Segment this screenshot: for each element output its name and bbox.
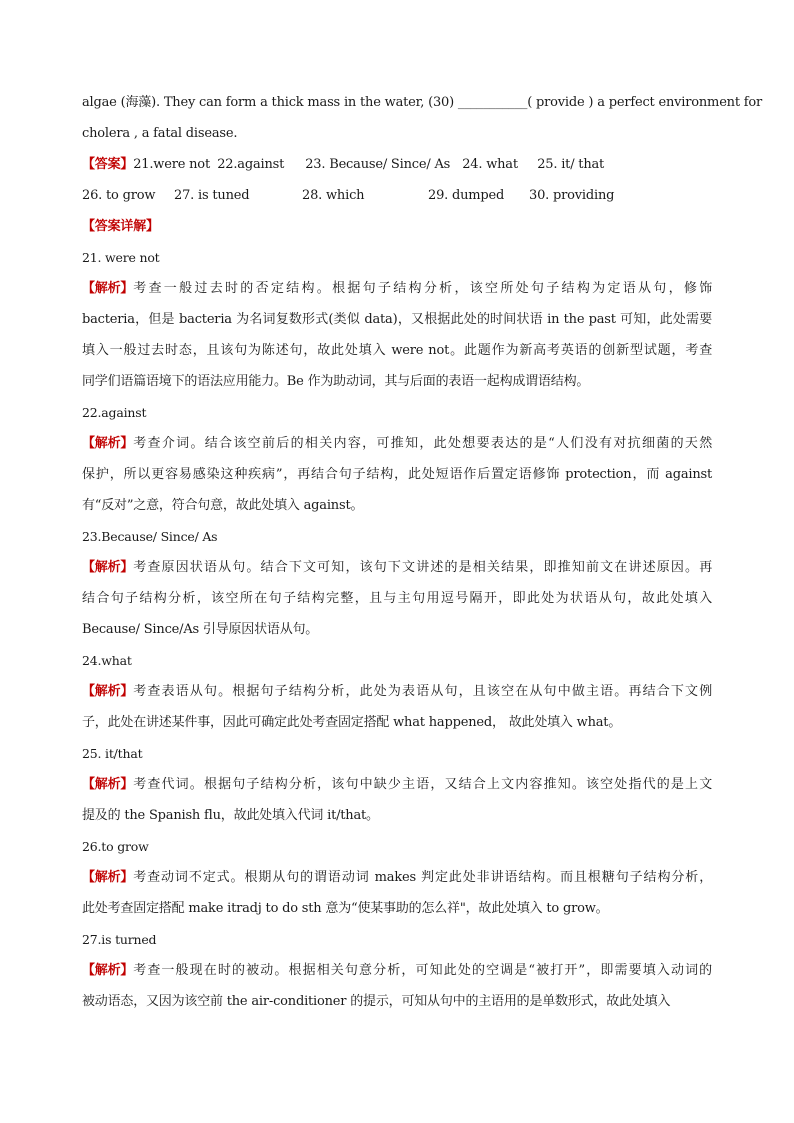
explanation-line	[82, 335, 712, 366]
explanation-text: 考查介词。结合该空前后的相关内容，可推知，此处想要表达的是“人们没有对抗细菌的天然	[133, 436, 712, 451]
explanation-label: 【解析】	[82, 963, 134, 978]
explanation-line	[82, 893, 712, 924]
question-heading: 23.Because/ Since/ As	[82, 529, 218, 544]
explanation-text: 有“反对”之意，符合句意，故此处填入 against。	[82, 498, 364, 513]
explanation-text: 考查动词不定式。根期从句的谓语动词 makes 判定此处非讲语结构。而且根糖句子结构分析，	[133, 870, 712, 885]
document-page	[82, 87, 763, 1017]
explanation-text: 此处考查固定搭配 make itradj to do sth 意为“使某事助的怎么祥"，故此处填入 to grow。	[82, 901, 609, 916]
question-heading: 26.to grow	[82, 839, 149, 854]
explanation-text: 同学们语篇语境下的语法应用能力。Be 作为助动词，其与后面的表语一起构成谓语结构。	[82, 374, 590, 389]
explanation-text: 提及的 the Spanish flu，故此处填入代词 it/that。	[82, 808, 379, 823]
explanation-line	[82, 862, 712, 893]
explanation-text: 结合句子结构分析，该空所在句子结构完整，且与主句用逗号隔开，即此处为状语从句，故此处填入	[82, 591, 712, 606]
answer-row-2	[82, 180, 712, 211]
explanation-label: 【解析】	[82, 684, 134, 699]
explanation-text: bacteria，但是 bacteria 为名词复数形式(类似 data)，又根据此处的时间状语 in the past 可知，此处需要	[82, 312, 712, 327]
question-heading: 21. were not	[82, 250, 160, 265]
explanation-line	[82, 490, 712, 521]
passage-text: cholera , a fatal disease.	[82, 126, 238, 141]
explanation-text: 考查一般过去时的否定结构。根据句子结构分析，该空所处句子结构为定语从句，修饰	[133, 281, 712, 296]
question-heading: 24.what	[82, 653, 132, 668]
explanation-text: 保护，所以更容易感染这种疾病”，再结合句子结构，此处短语作后置定语修饰 protection，而 against	[82, 467, 712, 482]
answer-item: 22.against	[217, 157, 285, 172]
explanation-text: 考查一般现在时的被动。根据相关句意分析，可知此处的空调是“被打开”，即需要填入动词的	[133, 963, 712, 978]
explanation-label: 【解析】	[82, 777, 134, 792]
explanation-text: 子，此处在讲述某件事，因此可确定此处考查固定搭配 what happened， 故此处填入 what。	[82, 715, 622, 730]
answer-item: 26. to grow	[82, 188, 156, 203]
question-heading: 22.against	[82, 405, 147, 420]
answer-item: 29. dumped	[428, 188, 505, 203]
answer-item: 27. is tuned	[174, 188, 250, 203]
explanation-line	[82, 583, 712, 614]
explanation-text: 考查原因状语从句。结合下文可知，该句下文讲述的是相关结果，即推知前文在讲述原因。再	[133, 560, 712, 575]
answer-item: 30. providing	[529, 188, 615, 203]
explanation-line	[82, 986, 712, 1017]
answer-item: 23. Because/ Since/ As	[305, 157, 451, 172]
explanation-line	[82, 428, 712, 459]
explanation-list	[82, 242, 712, 1017]
explanation-line	[82, 459, 712, 490]
explanation-label: 【解析】	[82, 560, 134, 575]
explanation-text: 被动语态，又因为该空前 the air-conditioner 的提示，可知从句中的主语用的是单数形式，故此处填入	[82, 994, 671, 1009]
details-label: 【答案详解】	[82, 219, 159, 234]
explanation-label: 【解析】	[82, 436, 134, 451]
explanation-line	[82, 955, 712, 986]
passage-line	[82, 87, 763, 118]
answer-label: 【答案】	[82, 157, 134, 172]
question-heading: 27.is turned	[82, 932, 157, 947]
answer-item: 24. what	[462, 157, 518, 172]
answer-item: 28. which	[302, 188, 365, 203]
explanation-line	[82, 366, 712, 397]
explanation-line	[82, 769, 712, 800]
question-heading: 25. it/that	[82, 746, 143, 761]
explanation-text: 考查代词。根据句子结构分析，该句中缺少主语，又结合上文内容推知。该空处指代的是上文	[133, 777, 712, 792]
explanation-line	[82, 676, 712, 707]
explanation-line	[82, 800, 712, 831]
explanation-text: Because/ Since/As 引导原因状语从句。	[82, 622, 319, 637]
explanation-line	[82, 707, 712, 738]
passage-text: algae (海藻). They can form a thick mass in the water, (30) ___________( provide ) a perfect environment for	[82, 95, 763, 110]
answer-item: 25. it/ that	[537, 157, 605, 172]
explanation-line	[82, 614, 712, 645]
answer-item: 21.were not	[133, 157, 210, 172]
explanation-label: 【解析】	[82, 281, 134, 296]
answer-row-1	[82, 149, 712, 180]
explanation-line	[82, 273, 712, 304]
explanation-text: 填入一般过去时态，且该句为陈述句，故此处填入 were not。此题作为新高考英语的创新型试题，考查	[82, 343, 712, 358]
explanation-line	[82, 552, 712, 583]
explanation-text: 考查表语从句。根据句子结构分析，此处为表语从句，且该空在从句中做主语。再结合下文例	[133, 684, 712, 699]
passage-line	[82, 118, 712, 149]
explanation-label: 【解析】	[82, 870, 134, 885]
explanation-line	[82, 304, 712, 335]
